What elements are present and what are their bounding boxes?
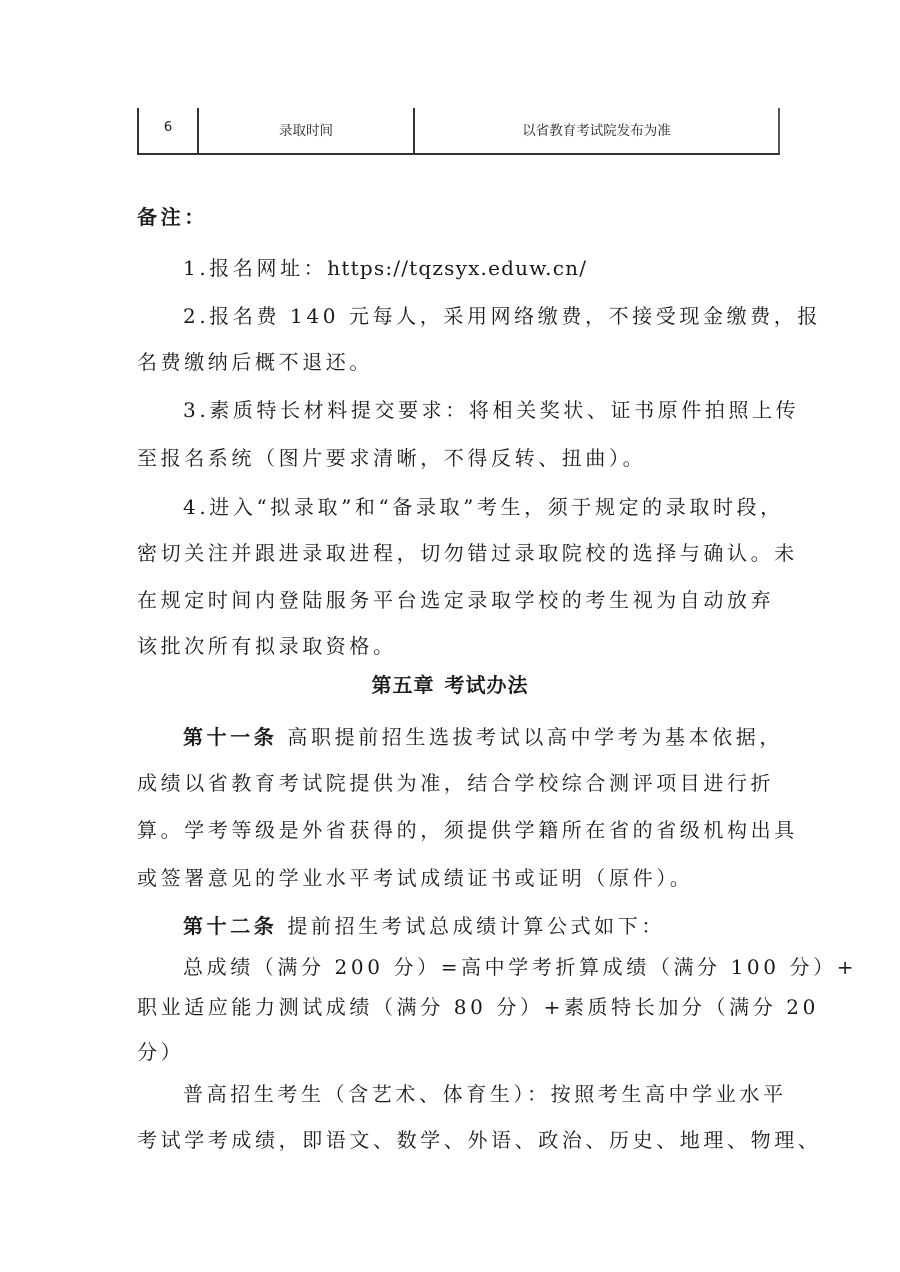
formula-line-2: 职业适应能力测试成绩（满分 80 分）+素质特长加分（满分 20 — [137, 995, 819, 1019]
article-11-text-1: 高职提前招生选拔考试以高中学考为基本依据， — [287, 725, 783, 749]
registration-url: https://tqzsyx.eduw.cn/ — [327, 256, 588, 280]
note-item-3-line-1: 3.素质特长材料提交要求：将相关奖状、证书原件拍照上传 — [183, 398, 800, 422]
note-item-1-label: 1.报名网址： — [183, 256, 328, 280]
article-12-para-line-2: 考试学考成绩，即语文、数学、外语、政治、历史、地理、物理、 — [137, 1128, 822, 1152]
formula-line-3: 分） — [137, 1040, 185, 1064]
chapter-title: 考试办法 — [444, 673, 529, 697]
article-11-label: 第十一条 — [183, 725, 278, 749]
article-11-line-4: 或签署意见的学业水平考试成绩证书或证明（原件）。 — [137, 866, 694, 890]
article-11-line-2: 成绩以省教育考试院提供为准，结合学校综合测评项目进行折 — [137, 771, 775, 795]
article-12-text-1: 提前招生考试总成绩计算公式如下： — [287, 914, 665, 938]
article-12-para-line-1: 普高招生考生（含艺术、体育生）：按照考生高中学业水平 — [183, 1082, 787, 1106]
note-item-2-line-2: 名费缴纳后概不退还。 — [137, 350, 373, 374]
formula-line-1: 总成绩（满分 200 分）=高中学考折算成绩（满分 100 分）+ — [183, 955, 858, 979]
table-cell-value: 以省教育考试院发布为准 — [522, 123, 671, 139]
article-12-line-1 — [137, 914, 767, 938]
article-11-line-1 — [137, 725, 783, 749]
note-item-1 — [137, 256, 767, 280]
schedule-table-row — [137, 108, 780, 155]
article-11-line-3: 算。学考等级是外省获得的，须提供学籍所在省的省级机构出具 — [137, 818, 798, 842]
note-item-2-line-1: 2.报名费 140 元每人，采用网络缴费，不接受现金缴费，报 — [183, 304, 821, 328]
table-cell-item: 录取时间 — [199, 108, 415, 153]
note-item-3-line-2: 至报名系统（图片要求清晰，不得反转、扭曲）。 — [137, 446, 647, 470]
article-12-label: 第十二条 — [183, 914, 278, 938]
chapter-heading — [0, 673, 900, 697]
chapter-number: 第五章 — [371, 673, 435, 697]
notes-title: 备注： — [137, 205, 208, 229]
note-item-4-line-4: 该批次所有拟录取资格。 — [137, 634, 397, 658]
table-cell-index: 6 — [139, 108, 199, 153]
note-item-4-line-3: 在规定时间内登陆服务平台选定录取学校的考生视为自动放弃 — [137, 588, 775, 612]
note-item-4-line-2: 密切关注并跟进录取进程，切勿错过录取院校的选择与确认。未 — [137, 541, 798, 565]
note-item-4-line-1: 4.进入“拟录取”和“备录取”考生，须于规定的录取时段， — [183, 495, 784, 519]
